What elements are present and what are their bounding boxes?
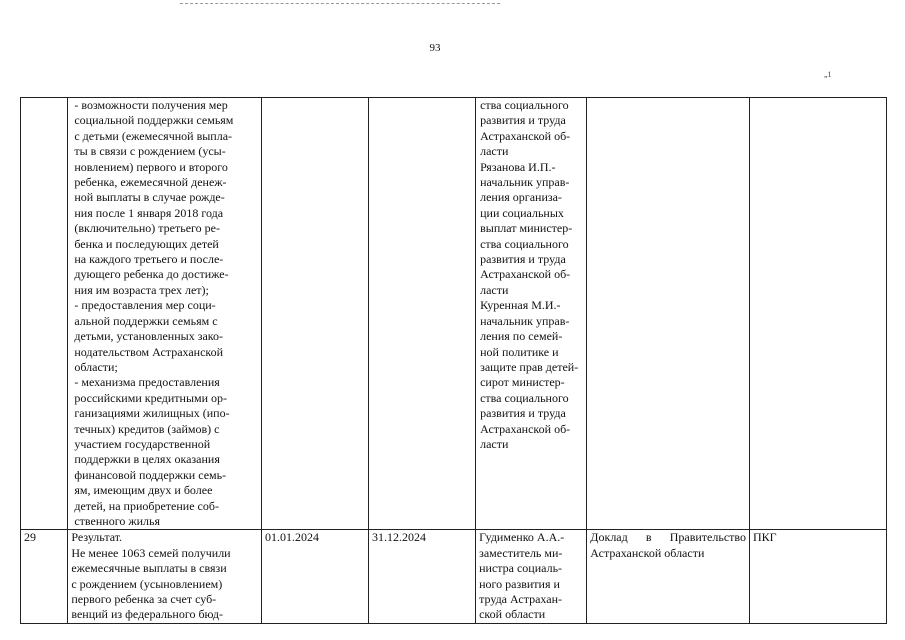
text-line: ной политике и [480,344,559,359]
text-line: Астраханской об- [480,421,571,436]
text-line: ния после 1 января 2018 года [74,205,224,220]
text-line: области; [74,359,118,374]
text-line: ции социальных [480,205,564,220]
text-line: поддержки в целях оказания [74,452,220,467]
text-line: новлением) первого и второго [74,159,228,174]
cell-description [68,530,262,623]
text-line: развития и труда [480,252,566,267]
text-line: бенка и последующих детей [74,236,219,251]
text-line: ласти [480,436,509,451]
cell-report: Доклад в Правительство Астраханской области [587,530,750,623]
text-line: ласти [480,282,509,297]
text-line: ного развития и [479,576,560,591]
text-line: - механизма предоставления [74,375,220,390]
text-line: социальной поддержки семьям [74,113,234,128]
description-text [71,530,258,622]
text-line: ния им возраста трех лет); [74,282,209,297]
text-line: Не менее 1063 семей получили [71,545,231,560]
text-line: развития и труда [480,406,566,421]
text-line: начальник управ- [480,175,570,190]
description-text [74,98,259,529]
measures-table [20,97,887,624]
text-line: течных) кредитов (займов) с [74,421,220,436]
text-line: ежемесячные выплаты в связи [71,561,227,576]
cell-number: 29 [21,530,68,623]
scan-artifact-line [180,3,500,4]
text-line: детей, на приобретение соб- [74,498,219,513]
text-line: ственного жилья [74,513,161,528]
text-line: венций из федерального бюд- [71,607,224,622]
text-line: - предоставления мер соци- [74,298,216,313]
text-line: нистра социаль- [479,561,563,576]
text-line: с рождением (усыновлением) [71,576,223,591]
text-line: нодательством Астраханской [74,344,224,359]
text-line: (включительно) третьего ре- [74,221,220,236]
cell-code [749,98,886,530]
text-line: ства социального [480,390,569,405]
text-line: защите прав детей- [480,359,579,374]
cell-start-date: 01.01.2024 [261,530,368,623]
responsible-text [479,530,583,622]
text-line: Куренная М.И.- [480,298,561,313]
text-line: Результат. [71,530,123,545]
text-line: ления организа- [480,190,562,205]
text-line: ства социального [480,236,569,251]
text-line: российскими кредитными ор- [74,390,228,405]
cell-report [587,98,750,530]
text-line: ям, имеющим двух и более [74,483,213,498]
text-line: развития и труда [480,113,566,128]
text-line: ребенка, ежемесячной денеж- [74,175,227,190]
text-line: сирот министер- [480,375,565,390]
text-line: дующего ребенка до достиже- [74,267,229,282]
text-line: ганизациями жилищных (ипо- [74,406,230,421]
text-line: заместитель ми- [479,545,563,560]
text-line: - возможности получения мер [74,98,228,112]
text-line: с детьми (ежемесячной выпла- [74,128,233,143]
text-line: Рязанова И.П.- [480,159,556,174]
cell-responsible [476,530,587,623]
text-line: Астраханской об- [480,267,571,282]
text-line: Гудименко А.А.- [479,530,565,545]
text-line: ласти [480,144,509,159]
text-line: ты в связи с рождением (усы- [74,144,226,159]
text-line: выплат министер- [480,221,573,236]
text-line: ской области [479,607,546,622]
text-line: на каждого третьего и после- [74,252,224,267]
text-line: ства социального [480,98,569,112]
cell-description [68,98,262,530]
text-line: ления по семей- [480,329,563,344]
text-line: первого ребенка за счет суб- [71,592,217,606]
text-line: финансовой поддержки семь- [74,467,227,482]
responsible-text [480,98,583,452]
cell-end-date [369,98,476,530]
text-line: Астраханской об- [480,128,571,143]
text-line: начальник управ- [480,313,570,328]
cell-start-date [261,98,368,530]
page-number: 93 [429,42,441,54]
cell-number [21,98,68,530]
text-line: детьми, установленных зако- [74,329,223,344]
table-row [21,530,887,623]
text-line: ной выплаты в случае рожде- [74,190,225,205]
cell-code: ПКГ [749,530,886,623]
cell-responsible [476,98,587,530]
text-line: альной поддержки семьям с [74,313,218,328]
text-line: участием государственной [74,436,211,451]
corner-mark: „1 [824,70,832,79]
text-line: труда Астрахан- [479,592,562,606]
table-row [21,98,887,530]
cell-end-date: 31.12.2024 [369,530,476,623]
